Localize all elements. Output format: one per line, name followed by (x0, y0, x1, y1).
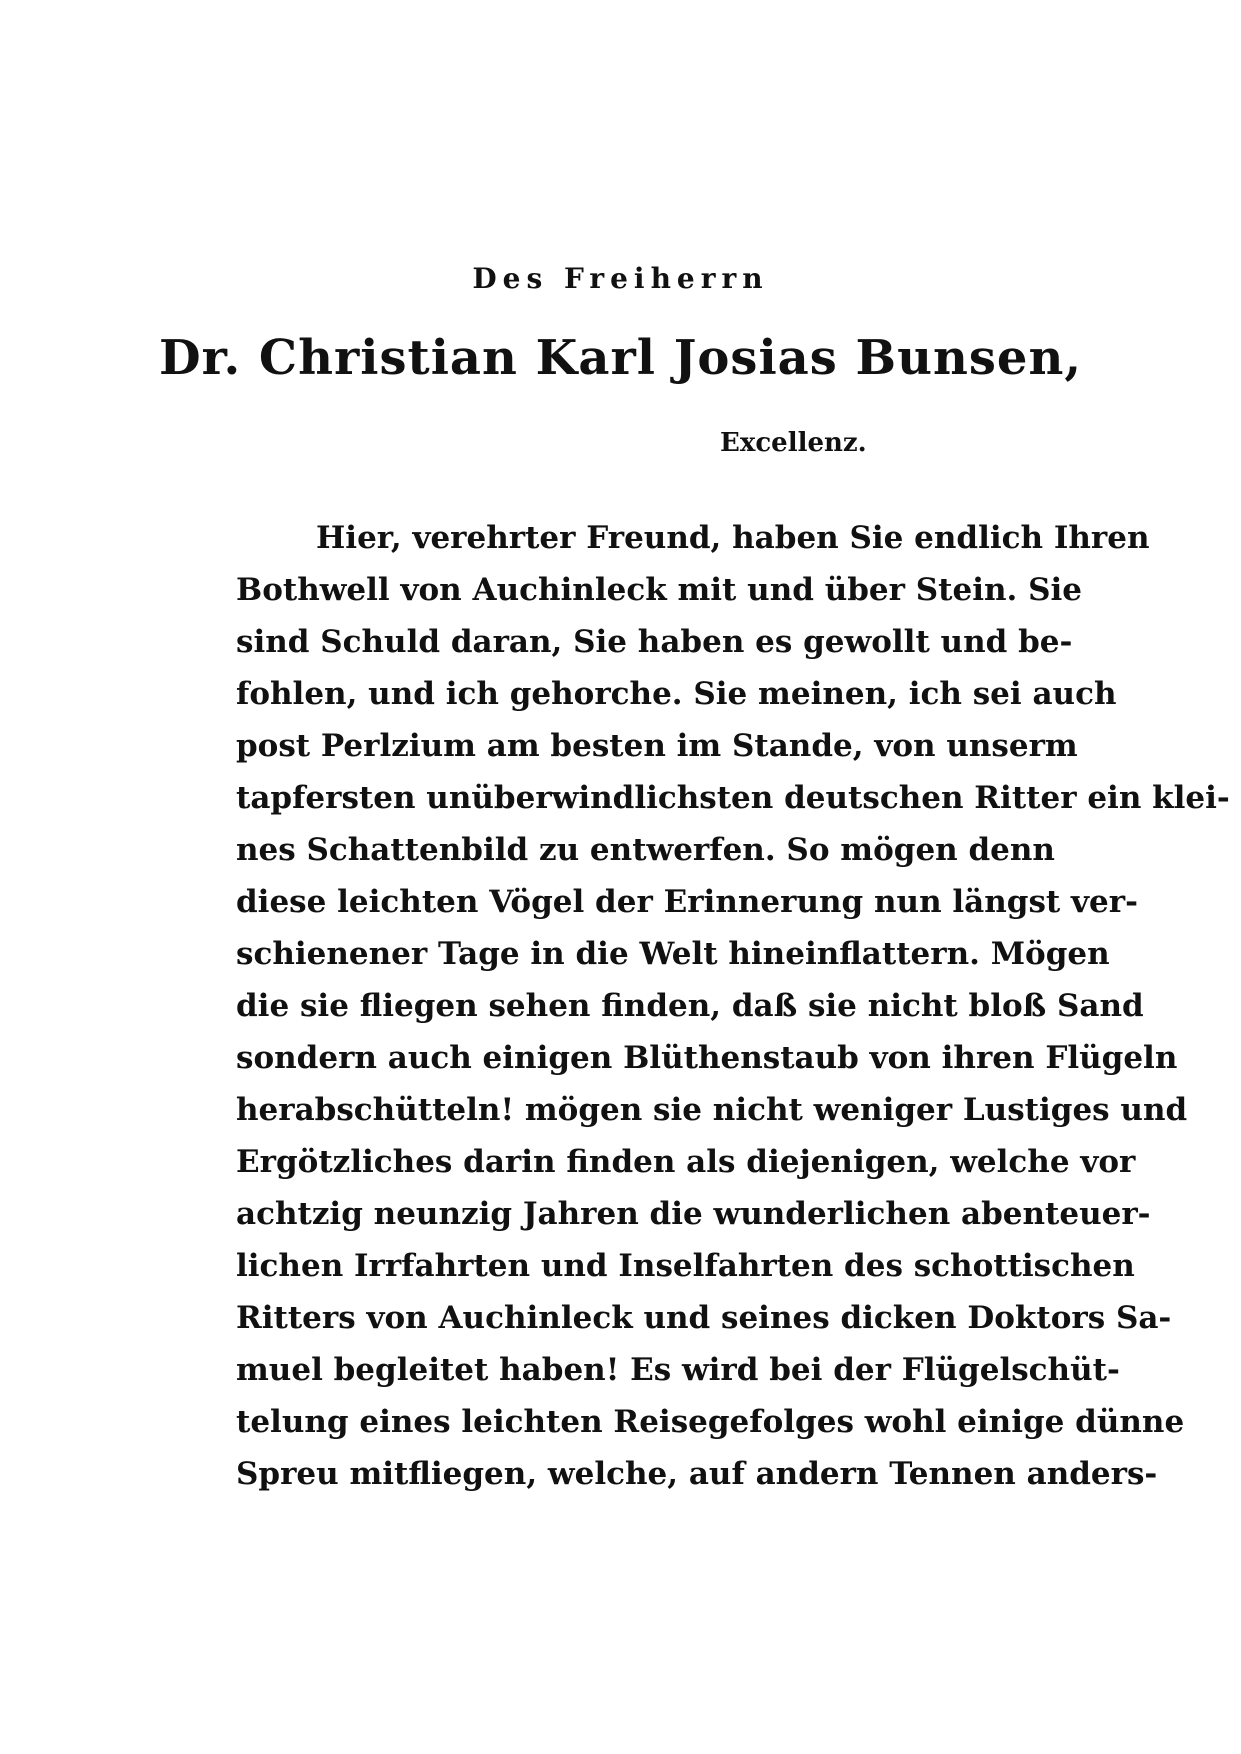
text-line: Bothwell von Auchinleck mit und über Stein. Sie (236, 572, 1082, 608)
text-line: sondern auch einigen Blüthenstaub von ihren Flügeln (236, 1040, 1178, 1076)
text-line: die sie fliegen sehen finden, daß sie nicht bloß Sand (236, 988, 1144, 1024)
text-line: nes Schattenbild zu entwerfen. So mögen denn (236, 832, 1055, 868)
text-line: fohlen, und ich gehorche. Sie meinen, ich sei auch (236, 676, 1117, 712)
text-line: Hier, verehrter Freund, haben Sie endlich Ihren (316, 520, 1150, 556)
text-line: tapfersten unüberwindlichsten deutschen Ritter ein klei- (236, 780, 1230, 816)
dedication-line-1: Des Freiherrn (472, 262, 769, 295)
text-line: achtzig neunzig Jahren die wunderlichen abenteuer- (236, 1196, 1151, 1232)
dedication-title: Excellenz. (720, 428, 867, 458)
text-line: Ergötzliches darin finden als diejenigen, welche vor (236, 1144, 1136, 1180)
text-line: Spreu mitfliegen, welche, auf andern Tennen anders- (236, 1456, 1158, 1492)
text-line: diese leichten Vögel der Erinnerung nun längst ver- (236, 884, 1138, 920)
text-line: lichen Irrfahrten und Inselfahrten des schottischen (236, 1248, 1135, 1284)
text-line: telung eines leichten Reisegefolges wohl einige dünne (236, 1404, 1185, 1440)
text-line: schienener Tage in die Welt hineinflattern. Mögen (236, 936, 1110, 972)
dedication-name: Dr. Christian Karl Josias Bunsen, (158, 330, 1083, 386)
text-line: post Perlzium am besten im Stande, von unserm (236, 728, 1078, 764)
text-line: Ritters von Auchinleck und seines dicken Doktors Sa- (236, 1300, 1172, 1336)
text-line: herabschütteln! mögen sie nicht weniger Lustiges und (236, 1092, 1188, 1128)
text-line: sind Schuld daran, Sie haben es gewollt und be- (236, 624, 1073, 660)
text-line: muel begleitet haben! Es wird bei der Flügelschüt- (236, 1352, 1120, 1388)
body-paragraph (236, 512, 1230, 1500)
